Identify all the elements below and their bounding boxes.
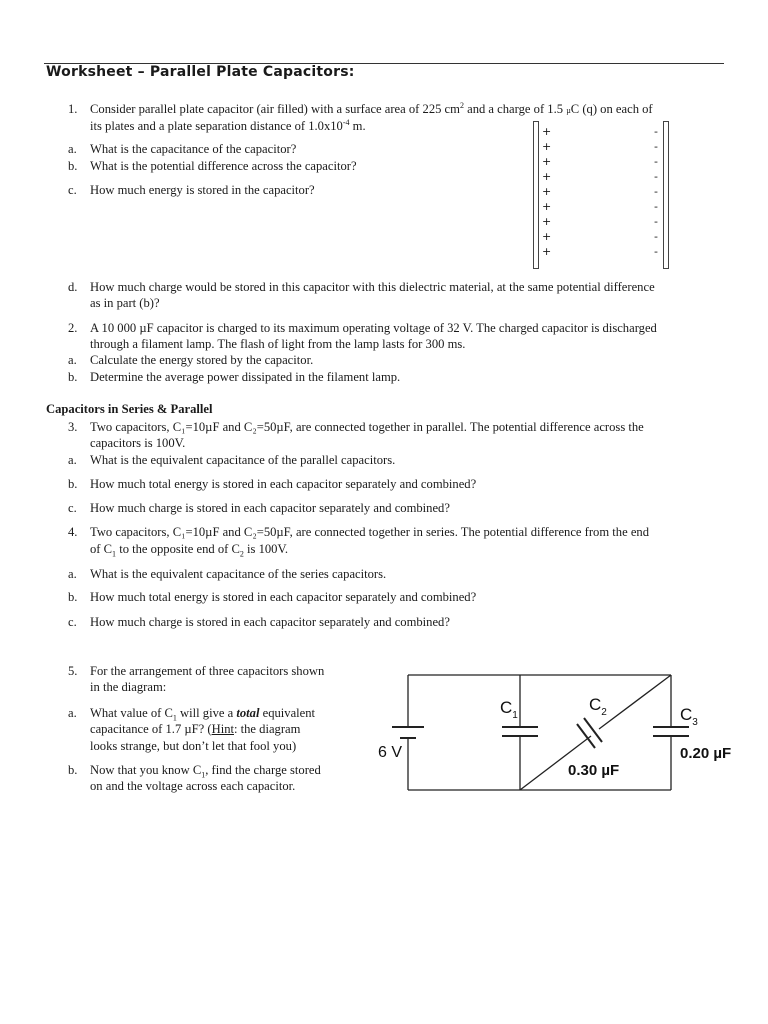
q1-number: 1.	[68, 102, 78, 116]
q5-number: 5.	[68, 664, 78, 678]
q5a-line3: looks strange, but don’t let that fool you)	[90, 739, 297, 753]
q3b-label: b.	[68, 477, 78, 491]
page-title: Worksheet – Parallel Plate Capacitors:	[46, 64, 355, 80]
q2-line1: A 10 000 µF capacitor is charged to its maximum operating voltage of 32 V. The charged capacitor is discharged	[90, 321, 657, 335]
q4a-text: What is the equivalent capacitance of the series capacitors.	[90, 567, 387, 581]
q2-number: 2.	[68, 321, 78, 335]
negative-plate	[663, 121, 669, 269]
q2b-text: Determine the average power dissipated in the filament lamp.	[90, 370, 401, 384]
q1d-label: d.	[68, 280, 78, 294]
q5a-line2: capacitance of 1.7 µF? (Hint: the diagram	[90, 722, 301, 736]
q4-line2: of $C_1$ to the opposite end of $C_2$ is 100V.	[90, 542, 289, 559]
q1c-text: How much energy is stored in the capacitor?	[90, 183, 315, 197]
q2b-label: b.	[68, 370, 78, 384]
q4a-label: a.	[68, 567, 77, 581]
q2a-label: a.	[68, 353, 77, 367]
q5b-label: b.	[68, 763, 78, 777]
positive-plate	[533, 121, 539, 269]
q1-line1: Consider parallel plate capacitor (air filled) with a surface area of 225 $cm^2$ and a charge of 1.5 µC (q) on each of	[90, 100, 653, 116]
q4-line1: Two capacitors, C₁=10µF and C₂=50µF, are connected together in series. The potential difference from the end	[90, 525, 650, 539]
q5a-label: a.	[68, 706, 77, 720]
c3-value: 0.20 µF	[680, 745, 732, 762]
q3c-text: How much charge is stored in each capacitor separately and combined?	[90, 501, 450, 515]
plus-signs: + + + + + + + + +	[542, 125, 552, 258]
q5b-line2: on and the voltage across each capacitor.	[90, 779, 296, 793]
q2a-text: Calculate the energy stored by the capacitor.	[90, 353, 314, 367]
q5-line1: For the arrangement of three capacitors shown	[90, 664, 325, 678]
q3b-text: How much total energy is stored in each capacitor separately and combined?	[90, 477, 477, 491]
q5b-line1: Now that you know $C_1$, find the charge stored	[90, 763, 321, 780]
q1b-text: What is the potential difference across the capacitor?	[90, 159, 357, 173]
q1c-label: c.	[68, 183, 77, 197]
q4c-text: How much charge is stored in each capacitor separately and combined?	[90, 615, 450, 629]
q4-number: 4.	[68, 525, 78, 539]
c1-label: $C_1$	[500, 698, 518, 721]
q5-line2: in the diagram:	[90, 680, 167, 694]
q3-line1: Two capacitors, C₁=10µF and C₂=50µF, are connected together in parallel. The potential difference across the	[90, 420, 644, 434]
capacitor-circuit-diagram	[370, 665, 750, 805]
q5a-line1: What value of $C_1$ will give a total equivalent	[90, 706, 316, 723]
q2-line2: through a filament lamp. The flash of light from the lamp lasts for 300 ms.	[90, 337, 466, 351]
q4b-label: b.	[68, 590, 78, 604]
c2-value: 0.30 µF	[568, 762, 620, 779]
q4b-text: How much total energy is stored in each capacitor separately and combined?	[90, 590, 477, 604]
q4c-label: c.	[68, 615, 77, 629]
battery-label: 6 V	[378, 744, 403, 761]
q1d-line2: as in part (b)?	[90, 296, 160, 310]
q1d-line1: How much charge would be stored in this capacitor with this dielectric material, at the same potential difference	[90, 280, 655, 294]
c2-label: $C_2$	[589, 695, 607, 718]
minus-signs: - - - - - - - - -	[654, 125, 658, 258]
q1a-label: a.	[68, 142, 77, 156]
q1a-text: What is the capacitance of the capacitor?	[90, 142, 297, 156]
q3-number: 3.	[68, 420, 78, 434]
q1b-label: b.	[68, 159, 78, 173]
q1-line2: its plates and a plate separation distance of $1.0x10^{-4}$ m.	[90, 117, 366, 133]
q3a-text: What is the equivalent capacitance of the parallel capacitors.	[90, 453, 396, 467]
q3a-label: a.	[68, 453, 77, 467]
q3-line2: capacitors is 100V.	[90, 436, 186, 450]
section-heading: Capacitors in Series & Parallel	[46, 402, 213, 416]
q3c-label: c.	[68, 501, 77, 515]
c3-label: $C_3$	[680, 705, 698, 728]
